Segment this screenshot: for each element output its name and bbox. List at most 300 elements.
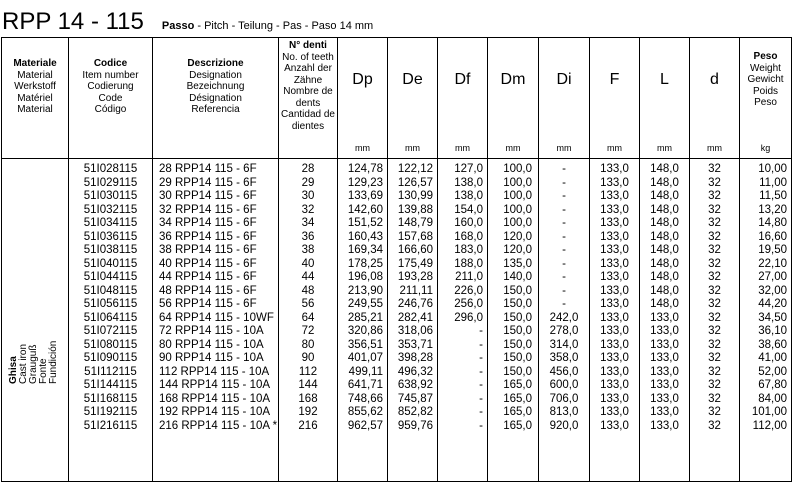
table-cell: 211,0 — [455, 271, 483, 283]
table-cell: - — [479, 338, 483, 351]
table-cell: 160,0 — [454, 217, 483, 229]
codice-header-line: Codice — [93, 58, 128, 69]
table-cell: 356,51 — [347, 338, 383, 351]
table-cell: 358,0 — [549, 352, 579, 364]
table-cell: 130,99 — [397, 190, 433, 202]
table-cell: 150,0 — [503, 338, 532, 351]
descrizione-header-line: Désignation — [189, 92, 242, 104]
table-cell: 133,0 — [600, 203, 629, 216]
table-cell: 133,0 — [600, 271, 629, 283]
table-cell: 51I044115 — [83, 271, 138, 283]
table-cell: 51I192115 — [83, 406, 138, 418]
table-cell: 165,0 — [503, 392, 532, 405]
header-di — [539, 38, 590, 159]
table-cell: 100,0 — [503, 217, 532, 229]
table-cell: 51I036115 — [83, 230, 138, 243]
table-cell: 32 — [301, 203, 315, 216]
f-column — [590, 159, 640, 482]
table-cell: 285,21 — [347, 311, 383, 324]
table-cell: 52,00 — [758, 365, 787, 378]
df-symbol: Df — [454, 71, 471, 88]
table-cell: - — [562, 284, 566, 297]
table-cell: 51I064115 — [83, 311, 138, 324]
table-cell: 133,0 — [650, 352, 679, 364]
table-cell: - — [479, 419, 483, 432]
table-cell: 51I038115 — [83, 244, 138, 256]
table-cell: 126,57 — [397, 176, 433, 189]
table-cell: 27,00 — [758, 271, 787, 283]
denti-header-line: dientes — [291, 120, 325, 132]
table-cell: 168,0 — [454, 230, 483, 243]
table-cell: - — [562, 163, 566, 175]
dm-column — [488, 159, 539, 482]
table-cell: 32 — [708, 203, 721, 216]
table-cell: 120,0 — [503, 230, 532, 243]
table-cell: 183,0 — [454, 244, 483, 256]
table-cell: 641,71 — [347, 379, 383, 391]
table-cell: 11,50 — [759, 190, 787, 202]
table-cell: 320,86 — [347, 325, 383, 337]
table-cell: 51I040115 — [83, 257, 138, 270]
table-cell: 56 — [301, 298, 315, 310]
table-cell: 165,0 — [503, 379, 532, 391]
table-cell: - — [479, 365, 483, 378]
table-cell: 51I048115 — [83, 284, 138, 297]
table-cell: 165,0 — [503, 406, 532, 418]
header-descrizione — [153, 38, 279, 159]
table-cell: 151,52 — [347, 217, 383, 229]
codice-header-line: Código — [94, 104, 127, 115]
table-cell: 72 RPP14 115 - 10A — [159, 325, 264, 337]
table-cell: 133,0 — [600, 325, 629, 337]
table-cell: 72 — [301, 325, 315, 337]
table-cell: 51I112115 — [84, 365, 137, 378]
peso-header-line: Peso — [753, 51, 778, 62]
table-cell: 100,0 — [503, 190, 532, 202]
table-cell: 133,0 — [650, 379, 679, 391]
table-cell: 127,0 — [454, 163, 483, 175]
table-cell: 48 — [301, 284, 315, 297]
l-symbol: L — [660, 71, 669, 88]
table-cell: 133,0 — [650, 311, 679, 324]
table-cell: 144 — [298, 379, 318, 391]
table-cell: 192 — [298, 406, 318, 418]
table-cell: 499,11 — [348, 365, 383, 378]
table-cell: 64 — [301, 311, 315, 324]
header-df — [438, 38, 488, 159]
table-cell: 51I090115 — [83, 352, 138, 364]
table-cell: 166,60 — [397, 244, 433, 256]
table-cell: 34,50 — [758, 311, 787, 324]
denti-header-line: Nombre de — [283, 86, 333, 97]
material-label — [9, 304, 59, 384]
denti-header-line: Anzahl der — [284, 63, 332, 74]
table-cell: 148,0 — [650, 257, 679, 270]
table-cell: 133,0 — [650, 419, 679, 432]
denti-header-line: Zähne — [293, 74, 323, 86]
table-cell: 745,87 — [397, 392, 433, 405]
table-cell: 16,60 — [758, 230, 787, 243]
table-cell: 11,00 — [759, 176, 787, 189]
table-cell: 150,0 — [503, 311, 532, 324]
table-cell: 398,28 — [397, 352, 433, 364]
table-cell: 249,55 — [347, 298, 383, 310]
table-cell: 133,69 — [347, 190, 383, 202]
table-cell: 855,62 — [347, 406, 383, 418]
table-cell: 920,0 — [549, 419, 579, 432]
table-cell: 34 RPP14 115 - 6F — [159, 217, 257, 229]
table-cell: 28 RPP14 115 - 6F — [159, 163, 257, 175]
l-column — [640, 159, 690, 482]
codice-column — [69, 159, 153, 482]
table-cell: 34 — [301, 217, 315, 229]
peso-header-line: Poids — [752, 85, 778, 97]
table-cell: 133,0 — [600, 244, 629, 256]
table-cell: 32 — [708, 217, 721, 229]
header-dp — [338, 38, 388, 159]
table-cell: 22,10 — [758, 257, 787, 270]
page-title: RPP 14 - 115 — [2, 8, 144, 35]
table-cell: 100,0 — [503, 176, 532, 189]
table-cell: 80 — [301, 338, 315, 351]
header-dm — [488, 38, 539, 159]
table-cell: 129,23 — [347, 176, 383, 189]
table-cell: 32 — [708, 230, 721, 243]
table-cell: 133,0 — [600, 419, 629, 432]
table-cell: 32 — [708, 325, 721, 337]
peso-header-line: Peso — [754, 97, 777, 108]
table-cell: - — [562, 176, 566, 189]
table-cell: 133,0 — [600, 392, 629, 405]
materiale-header-line: Material — [17, 104, 53, 115]
f-symbol: F — [609, 71, 620, 88]
table-cell: 133,0 — [600, 284, 629, 297]
table-cell: - — [562, 271, 566, 283]
peso-header-line: Weight — [750, 62, 781, 74]
table-cell: 44,20 — [758, 298, 787, 310]
de-column — [388, 159, 438, 482]
table-cell: 135,0 — [503, 257, 532, 270]
table-cell: 278,0 — [549, 325, 579, 337]
table-cell: - — [479, 352, 483, 364]
table-cell: 44 — [301, 271, 315, 283]
denti-header-line: dents — [295, 97, 321, 109]
table-cell: 32 — [708, 244, 721, 256]
table-cell: 133,0 — [600, 190, 629, 202]
table-cell: 175,49 — [397, 257, 433, 270]
header-l — [640, 38, 690, 159]
descrizione-header-line: Designation — [189, 69, 242, 81]
table-cell: 36 — [301, 230, 315, 243]
table-cell: 133,0 — [600, 298, 629, 310]
table-cell: 401,07 — [347, 352, 383, 364]
table-cell: 32 RPP14 115 - 6F — [159, 203, 257, 216]
table-cell: 148,0 — [650, 217, 679, 229]
table-cell: 13,20 — [758, 203, 787, 216]
table-cell: - — [562, 257, 566, 270]
table-cell: - — [479, 379, 483, 391]
table-cell: 44 RPP14 115 - 6F — [159, 271, 257, 283]
table-cell: 133,0 — [600, 379, 629, 391]
table-cell: 56 RPP14 115 - 6F — [159, 298, 257, 310]
denti-header-line: Cantidad de — [281, 109, 335, 120]
header-de — [388, 38, 438, 159]
table-cell: 30 — [301, 190, 315, 202]
table-cell: 38 RPP14 115 - 6F — [159, 244, 257, 256]
subtitle-bold: Passo — [161, 20, 195, 32]
table-cell: - — [479, 325, 483, 337]
table-cell: 150,0 — [503, 325, 532, 337]
di-unit: mm — [556, 142, 572, 153]
table-cell: 67,80 — [758, 379, 787, 391]
table-cell: 169,34 — [347, 244, 383, 256]
table-cell: 188,0 — [454, 257, 483, 270]
table-cell: 133,0 — [600, 176, 629, 189]
table-cell: 133,0 — [600, 365, 629, 378]
table-cell: 122,12 — [397, 163, 433, 175]
data-body-row — [2, 159, 792, 482]
table-cell: 192 RPP14 115 - 10A — [159, 406, 271, 418]
table-cell: 353,71 — [397, 338, 433, 351]
dm-symbol: Dm — [500, 71, 526, 88]
table-cell: 80 RPP14 115 - 10A — [159, 338, 264, 351]
peso-unit: kg — [760, 142, 771, 153]
material-line: Fonte — [38, 358, 49, 384]
table-cell: 150,0 — [503, 365, 532, 378]
table-cell: 813,0 — [549, 406, 579, 418]
table-cell: 138,0 — [454, 176, 483, 189]
table-cell: 178,25 — [347, 257, 383, 270]
table-cell: 10,00 — [758, 163, 787, 175]
table-cell: 124,78 — [347, 163, 383, 175]
table-cell: 51I034115 — [83, 217, 138, 229]
table-cell: 242,0 — [549, 311, 579, 324]
table-cell: 133,0 — [650, 338, 679, 351]
denti-header-line: N° denti — [289, 40, 327, 51]
table-cell: 160,43 — [347, 230, 383, 243]
table-cell: 51I216115 — [83, 419, 138, 432]
material-line: Ghisa — [8, 356, 19, 384]
table-cell: 38 — [301, 244, 315, 256]
table-cell: 133,0 — [600, 338, 629, 351]
materiale-header-line: Materiale — [13, 58, 57, 69]
subtitle-rest: - Pitch - Teilung - Pas - Paso 14 mm — [194, 20, 374, 32]
table-cell: 40 RPP14 115 - 6F — [159, 257, 257, 270]
di-symbol: Di — [556, 71, 572, 88]
table-cell: 150,0 — [503, 284, 532, 297]
de-unit: mm — [405, 142, 420, 153]
table-cell: 51I144115 — [83, 379, 138, 391]
table-cell: 193,28 — [397, 271, 433, 283]
table-cell: 148,0 — [650, 176, 679, 189]
table-cell: 51I032115 — [83, 203, 138, 216]
table-cell: 246,76 — [397, 298, 433, 310]
table-cell: 41,00 — [758, 352, 787, 364]
table-cell: 133,0 — [600, 163, 629, 175]
table-cell: 28 — [301, 163, 315, 175]
descrizione-column — [153, 159, 279, 482]
codice-header-line: Code — [98, 92, 123, 104]
table-cell: 112 — [298, 365, 318, 378]
materiale-header-line: Material — [17, 69, 53, 81]
table-cell: 32 — [708, 190, 721, 202]
d-unit: mm — [707, 142, 722, 153]
table-cell: 168 — [298, 392, 318, 405]
table-cell: 32 — [708, 379, 721, 391]
table-cell: 706,0 — [549, 392, 579, 405]
codice-header-line: Codierung — [87, 81, 134, 92]
material-cell — [2, 159, 69, 482]
peso-header-line: Gewicht — [747, 74, 784, 85]
material-line: Fundición — [48, 340, 59, 384]
table-cell: 148,0 — [650, 271, 679, 283]
dp-symbol: Dp — [352, 71, 373, 88]
table-cell: 36,10 — [758, 325, 787, 337]
table-cell: 140,0 — [503, 271, 532, 283]
table-cell: 100,0 — [503, 163, 532, 175]
table-cell: 456,0 — [549, 365, 579, 378]
table-cell: 133,0 — [650, 392, 679, 405]
table-cell: 748,66 — [347, 392, 383, 405]
table-cell: 148,0 — [650, 244, 679, 256]
table-cell: 600,0 — [549, 379, 579, 391]
table-cell: 90 — [301, 352, 315, 364]
table-cell: 120,0 — [503, 244, 532, 256]
material-line: Cast iron — [18, 343, 29, 384]
table-cell: 211,11 — [399, 284, 433, 297]
table-cell: 90 RPP14 115 - 10A — [159, 352, 264, 364]
table-cell: 32,00 — [758, 284, 787, 297]
table-cell: 148,79 — [397, 217, 433, 229]
table-cell: 32 — [708, 338, 721, 351]
table-cell: - — [562, 244, 566, 256]
table-cell: 30 RPP14 115 - 6F — [159, 190, 257, 202]
dm-unit: mm — [505, 142, 521, 153]
table-cell: 51I072115 — [83, 325, 138, 337]
table-cell: 154,0 — [454, 203, 483, 216]
header-peso — [740, 38, 792, 159]
table-cell: 133,0 — [600, 257, 629, 270]
table-cell: 32 — [708, 392, 721, 405]
descrizione-header-line: Referencia — [191, 104, 240, 115]
table-cell: 133,0 — [600, 230, 629, 243]
table-cell: 38,60 — [758, 338, 787, 351]
table-cell: 144 RPP14 115 - 10A — [159, 379, 271, 391]
table-cell: 226,0 — [454, 284, 483, 297]
table-cell: 32 — [708, 271, 721, 283]
table-cell: - — [479, 406, 483, 418]
table-cell: 32 — [708, 352, 721, 364]
peso-column — [740, 159, 792, 482]
table-cell: 282,41 — [397, 311, 433, 324]
table-cell: 100,0 — [503, 203, 532, 216]
table-cell: 101,00 — [751, 406, 787, 418]
descrizione-header-line: Descrizione — [187, 58, 244, 69]
df-column — [438, 159, 488, 482]
dp-column — [338, 159, 388, 482]
header-materiale — [2, 38, 69, 159]
table-cell: 51I168115 — [83, 392, 138, 405]
materiale-header-line: Matériel — [17, 92, 53, 104]
table-cell: 32 — [708, 257, 721, 270]
table-cell: - — [562, 203, 566, 216]
table-cell: 32 — [708, 419, 721, 432]
table-cell: 32 — [708, 365, 721, 378]
table-cell: - — [562, 217, 566, 229]
table-cell: 148,0 — [650, 230, 679, 243]
table-cell: 168 RPP14 115 - 10A — [159, 392, 271, 405]
table-cell: 213,90 — [347, 284, 383, 297]
table-cell: 48 RPP14 115 - 6F — [159, 284, 257, 297]
table-cell: 51I029115 — [83, 176, 138, 189]
table-cell: - — [562, 298, 566, 310]
f-unit: mm — [607, 142, 622, 153]
header-d — [690, 38, 740, 159]
header-f — [590, 38, 640, 159]
table-cell: 133,0 — [650, 365, 679, 378]
table-cell: 32 — [708, 176, 721, 189]
table-cell: 133,0 — [600, 217, 629, 229]
table-cell: 962,57 — [347, 419, 383, 432]
table-cell: 256,0 — [454, 298, 483, 310]
table-cell: - — [479, 392, 483, 405]
page-subtitle — [162, 20, 373, 32]
l-unit: mm — [657, 142, 672, 153]
table-cell: 29 — [301, 176, 315, 189]
table-cell: 32 — [708, 298, 721, 310]
table-cell: 216 RPP14 115 - 10A * — [159, 419, 278, 432]
table-cell: 148,0 — [650, 298, 679, 310]
denti-header-line: No. of teeth — [282, 51, 334, 63]
table-cell: 32 — [708, 311, 721, 324]
table-cell: 150,0 — [503, 352, 532, 364]
table-cell: 314,0 — [549, 338, 579, 351]
table-cell: 32 — [708, 163, 721, 175]
d-column — [690, 159, 740, 482]
table-cell: 84,00 — [758, 392, 787, 405]
table-cell: 148,0 — [650, 284, 679, 297]
codice-header-line: Item number — [82, 69, 139, 81]
table-cell: 148,0 — [650, 203, 679, 216]
table-cell: 148,0 — [650, 163, 679, 175]
de-symbol: De — [402, 71, 423, 88]
header-row — [2, 38, 792, 159]
d-symbol: d — [710, 71, 719, 88]
table-cell: 959,76 — [397, 419, 433, 432]
table-cell: 196,08 — [347, 271, 383, 283]
descrizione-header-line: Bezeichnung — [186, 81, 245, 92]
table-cell: 29 RPP14 115 - 6F — [159, 176, 257, 189]
table-cell: 51I028115 — [83, 163, 138, 175]
table-cell: 133,0 — [650, 406, 679, 418]
table-cell: 157,68 — [397, 230, 433, 243]
df-unit: mm — [455, 142, 470, 153]
table-cell: 64 RPP14 115 - 10WF — [159, 311, 274, 324]
table-cell: 112,00 — [752, 419, 787, 432]
table-cell: 148,0 — [650, 190, 679, 202]
table-cell: 165,0 — [503, 419, 532, 432]
table-cell: 318,06 — [397, 325, 433, 337]
denti-column — [279, 159, 338, 482]
table-cell: 142,60 — [347, 203, 383, 216]
table-cell: 296,0 — [454, 311, 483, 324]
table-cell: 51I030115 — [83, 190, 138, 202]
header-codice — [69, 38, 153, 159]
table-cell: - — [562, 190, 566, 202]
header-denti — [279, 38, 338, 159]
table-cell: 112 RPP14 115 - 10A — [159, 365, 270, 378]
table-cell: 638,92 — [397, 379, 433, 391]
